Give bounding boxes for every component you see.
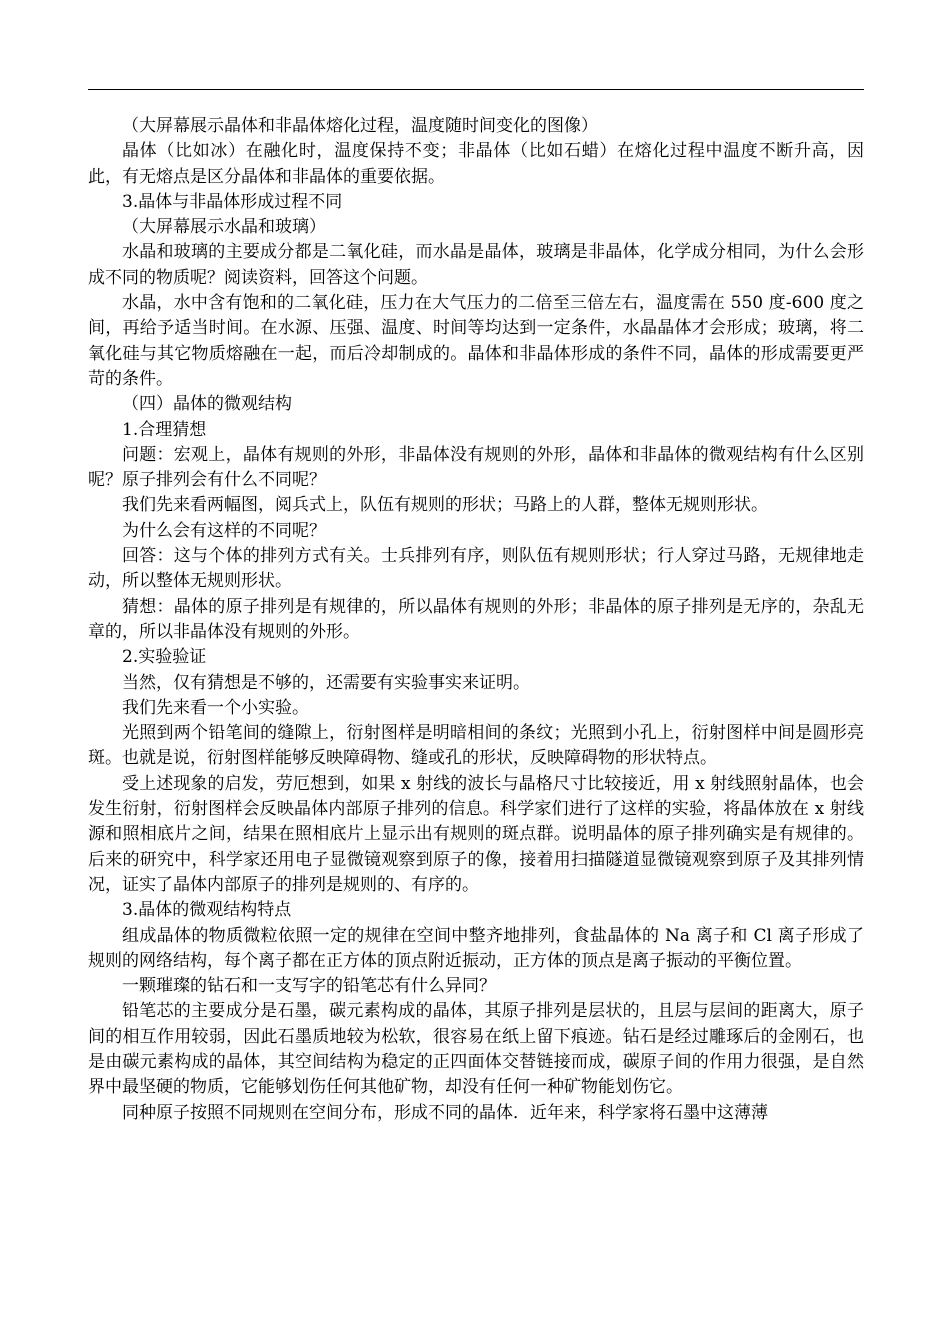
paragraph: 一颗璀璨的钻石和一支写字的铅笔芯有什么异同？: [122, 976, 496, 997]
paragraph: 铅笔芯的主要成分是石墨，碳元素构成的晶体，其原子排列是层状的，且层与层间的距离大，原子间的相互作用较弱，因此石墨质地较为松软，很容易在纸上留下痕迹。钻石是经过雕琢后的金刚石，也是由碳元素构成的晶体，其空间结构为稳定的正四面体交替链接而成，碳原子间的作用力很强，是自然界中最坚硬的物质，它能够划伤任何其他矿物，却没有任何一种矿物能划伤它。: [88, 1001, 864, 1098]
paragraph: 为什么会有这样的不同呢？: [122, 520, 326, 541]
paragraph: 水晶，水中含有饱和的二氧化硅，压力在大气压力的二倍至三倍左右，温度需在 550 度-600 度之间，再给予适当时间。在水源、压强、温度、时间等均达到一定条件，水晶晶体才会形成；玻璃，将二氧化硅与其它物质熔融在一起，而后冷却制成的。晶体和非晶体形成的条件不同，晶体的形成需要更严苛的条件。: [88, 293, 864, 389]
paragraph: （大屏幕展示水晶和玻璃）: [122, 217, 326, 238]
paragraph: 晶体（比如冰）在融化时，温度保持不变；非晶体（比如石蜡）在熔化过程中温度不断升高，因此，有无熔点是区分晶体和非晶体的重要依据。: [88, 141, 864, 187]
paragraph: 我们先来看两幅图，阅兵式上，队伍有规则的形状；马路上的人群，整体无规则形状。: [122, 495, 768, 516]
paragraph: 问题：宏观上，晶体有规则的外形，非晶体没有规则的外形，晶体和非晶体的微观结构有什么区别呢？原子排列会有什么不同呢？: [88, 444, 864, 491]
document-body: [88, 114, 864, 1126]
section-heading: 3.晶体与非晶体形成过程不同: [122, 191, 343, 212]
paragraph: 当然，仅有猜想是不够的，还需要有实验事实来证明。: [122, 672, 530, 693]
paragraph: 我们先来看一个小实验。: [122, 697, 309, 718]
paragraph: 同种原子按照不同规则在空间分布，形成不同的晶体．近年来，科学家将石墨中这薄薄: [122, 1102, 768, 1123]
paragraph: 组成晶体的物质微粒依照一定的规律在空间中整齐地排列，食盐晶体的 Na 离子和 Cl 离子形成了规则的网络结构，每个离子都在正方体的顶点附近振动，正方体的顶点是离子振动的平衡位置。: [88, 925, 864, 971]
section-heading: 3.晶体的微观结构特点: [122, 900, 292, 921]
paragraph: （大屏幕展示晶体和非晶体熔化过程，温度随时间变化的图像）: [122, 116, 598, 136]
paragraph: 光照到两个铅笔间的缝隙上，衍射图样是明暗相间的条纹；光照到小孔上，衍射图样中间是圆形亮斑。也就是说，衍射图样能够反映障碍物、缝或孔的形状，反映障碍物的形状特点。: [88, 723, 864, 769]
section-heading: （四）晶体的微观结构: [122, 394, 292, 415]
paragraph: 水晶和玻璃的主要成分都是二氧化硅，而水晶是晶体，玻璃是非晶体，化学成分相同，为什么会形成不同的物质呢？阅读资料，回答这个问题。: [88, 242, 864, 288]
section-heading: 2.实验验证: [122, 647, 207, 668]
section-heading: 1.合理猜想: [122, 419, 207, 440]
paragraph: 猜想：晶体的原子排列是有规律的，所以晶体有规则的外形；非晶体的原子排列是无序的，杂乱无章的，所以非晶体没有规则的外形。: [88, 596, 864, 642]
paragraph: 回答：这与个体的排列方式有关。士兵排列有序，则队伍有规则形状；行人穿过马路，无规律地走动，所以整体无规则形状。: [88, 546, 864, 592]
paragraph: 受上述现象的启发，劳厄想到，如果 x 射线的波长与晶格尺寸比较接近，用 x 射线照射晶体，也会发生衍射，衍射图样会反映晶体内部原子排列的信息。科学家们进行了这样的实验，将晶体放在 x 射线源和照相底片之间，结果在照相底片上显示出有规则的斑点群。说明晶体的原子排列确实是有规律的。后来的研究中，科学家还用电子显微镜观察到原子的像，接着用扫描隧道显微镜观察到原子及其排列情况，证实了晶体内部原子的排列是规则的、有序的。: [88, 773, 864, 895]
header-rule: [88, 89, 864, 90]
